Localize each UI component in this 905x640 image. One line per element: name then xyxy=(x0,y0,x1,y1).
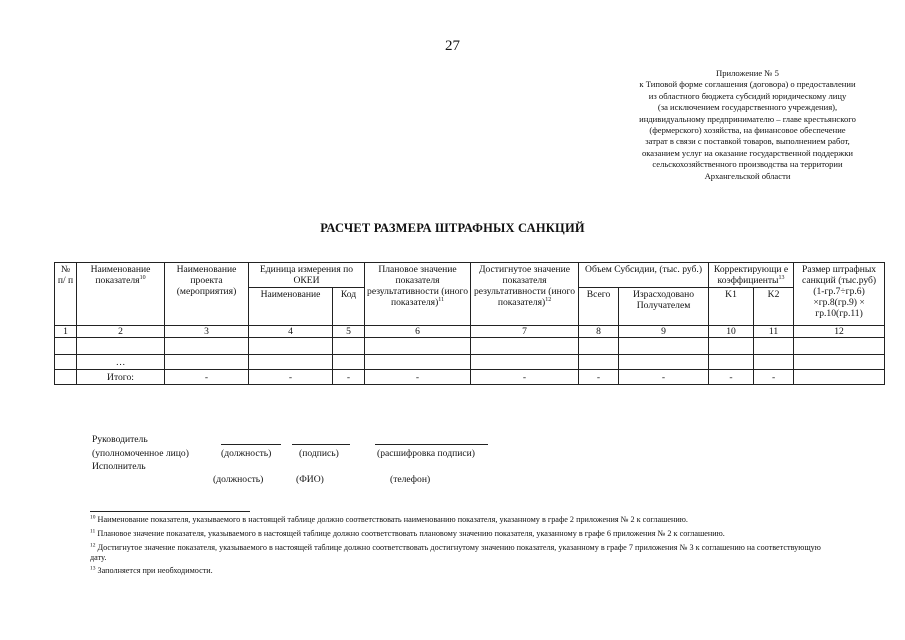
ellipsis-cell: … xyxy=(77,355,165,370)
table-cell xyxy=(709,355,754,370)
penalty-table xyxy=(54,262,885,385)
total-row xyxy=(55,370,885,385)
exec-position-label: (должность) xyxy=(213,474,264,485)
appendix-line: оказанием услуг на оказание государственной поддержки xyxy=(641,147,854,158)
page-number: 27 xyxy=(445,38,460,54)
table-cell xyxy=(619,355,709,370)
table-row xyxy=(55,338,885,355)
header-subsidy: Объем Субсидии, (тыс. руб.) xyxy=(579,263,709,288)
decoding-line xyxy=(375,444,488,445)
appendix-line: (за исключением государственного учреждения), xyxy=(657,102,838,113)
total-cell: - xyxy=(619,370,709,385)
table-cell xyxy=(77,338,165,355)
header-achieved: Достигнутое значение показателя результативности (иного показателя)$^{12}$ xyxy=(471,263,579,326)
header-unit-code: Код xyxy=(333,288,365,326)
total-cell: - xyxy=(333,370,365,385)
col-number: 11 xyxy=(754,326,794,338)
table-cell xyxy=(365,338,471,355)
header-num: № п/ п xyxy=(55,263,77,326)
col-number: 2 xyxy=(77,326,165,338)
appendix-line: Архангельской области xyxy=(704,170,791,181)
total-label: Итого: xyxy=(77,370,165,385)
header-coef: Корректирующи е коэффициенты$^{13}$ xyxy=(709,263,794,288)
table-cell xyxy=(333,338,365,355)
table-cell xyxy=(55,370,77,385)
header-k2: K2 xyxy=(754,288,794,326)
table-cell xyxy=(794,355,885,370)
table-cell xyxy=(754,355,794,370)
total-cell: - xyxy=(579,370,619,385)
table-cell xyxy=(55,355,77,370)
exec-phone-label: (телефон) xyxy=(390,474,431,485)
table-cell xyxy=(165,355,249,370)
table-cell xyxy=(579,355,619,370)
table-cell xyxy=(471,338,579,355)
appendix-line: из областного бюджета субсидий юридическому лицу xyxy=(648,90,847,101)
appendix-line: к Типовой форме соглашения (договора) о предоставлении xyxy=(639,79,856,90)
table-cell xyxy=(249,355,333,370)
table-row xyxy=(55,355,885,370)
table-cell xyxy=(365,355,471,370)
header-unit-name: Наименование xyxy=(249,288,333,326)
table-cell xyxy=(579,338,619,355)
table-cell xyxy=(754,338,794,355)
total-cell: - xyxy=(709,370,754,385)
head-label: Руководитель xyxy=(92,434,148,445)
executor-label: Исполнитель xyxy=(92,461,146,472)
appendix-line: затрат в связи с поставкой товаров, выполнением работ, xyxy=(645,136,850,147)
footnote: $^{10}$ Наименование показателя, указываемого в настоящей таблице должно соответствовать наименованию показателя, указанному в графе 2 приложения № 2 к соглашению. xyxy=(90,514,688,524)
col-number: 7 xyxy=(471,326,579,338)
table-cell xyxy=(794,370,885,385)
header-planned: Плановое значение показателя результативности (иного показателя)$^{11}$ xyxy=(365,263,471,326)
head-sub-label: (уполномоченное лицо) xyxy=(92,448,189,459)
col-number: 1 xyxy=(55,326,77,338)
total-cell: - xyxy=(754,370,794,385)
footnote-separator xyxy=(90,511,250,512)
total-cell: - xyxy=(471,370,579,385)
table-cell xyxy=(709,338,754,355)
appendix-line: (фермерского) хозяйства, на финансовое обеспечение xyxy=(649,125,846,136)
header-subsidy-spent: Израсходовано Получателем xyxy=(619,288,709,326)
col-number: 8 xyxy=(579,326,619,338)
appendix-line: Приложение № 5 xyxy=(716,68,779,78)
total-cell: - xyxy=(165,370,249,385)
document-title: РАСЧЕТ РАЗМЕРА ШТРАФНЫХ САНКЦИЙ xyxy=(320,221,585,235)
header-row xyxy=(55,263,885,288)
decoding-label: (расшифровка подписи) xyxy=(377,448,475,459)
header-unit: Единица измерения по ОКЕИ xyxy=(249,263,365,288)
header-project: Наименование проекта (мероприятия) xyxy=(165,263,249,326)
column-number-row xyxy=(55,326,885,338)
col-number: 12 xyxy=(794,326,885,338)
col-number: 9 xyxy=(619,326,709,338)
table-cell xyxy=(619,338,709,355)
appendix-line: сельскохозяйственного производства на территории xyxy=(652,159,843,170)
col-number: 4 xyxy=(249,326,333,338)
footnote: $^{12}$ Достигнутое значение показателя, указываемого в настоящей таблице должно соответствовать достигнутому значению показателя, указанному в графе 7 приложения № 3 к соглашению на соответствующую дату. xyxy=(90,542,821,562)
table-cell xyxy=(249,338,333,355)
table-cell xyxy=(165,338,249,355)
table-cell xyxy=(471,355,579,370)
header-penalty: Размер штрафных санкций (тыс.руб) (1-гр.7÷гр.6) ×гр.8(гр.9) × гр.10(гр.11) xyxy=(794,263,885,326)
table-cell xyxy=(333,355,365,370)
total-cell: - xyxy=(249,370,333,385)
table-cell xyxy=(794,338,885,355)
col-number: 6 xyxy=(365,326,471,338)
header-subsidy-total: Всего xyxy=(579,288,619,326)
col-number: 5 xyxy=(333,326,365,338)
col-number: 3 xyxy=(165,326,249,338)
appendix-line: индивидуальному предпринимателю – главе крестьянского xyxy=(639,113,856,124)
footnote: $^{13}$ Заполняется при необходимости. xyxy=(90,565,213,575)
exec-name-label: (ФИО) xyxy=(296,474,324,485)
appendix-header xyxy=(600,68,895,182)
header-indicator: Наименование показателя$^{10}$ xyxy=(77,263,165,326)
footnote: $^{11}$ Плановое значение показателя, указываемого в настоящей таблице должно соответствовать плановому значению показателя, указанному в графе 6 приложения № 2 к соглашению. xyxy=(90,528,725,538)
signature-label: (подпись) xyxy=(299,448,339,459)
total-cell: - xyxy=(365,370,471,385)
signature-line xyxy=(292,444,350,445)
col-number: 10 xyxy=(709,326,754,338)
position-line xyxy=(221,444,281,445)
position-label: (должность) xyxy=(221,448,272,459)
table-cell xyxy=(55,338,77,355)
header-k1: K1 xyxy=(709,288,754,326)
